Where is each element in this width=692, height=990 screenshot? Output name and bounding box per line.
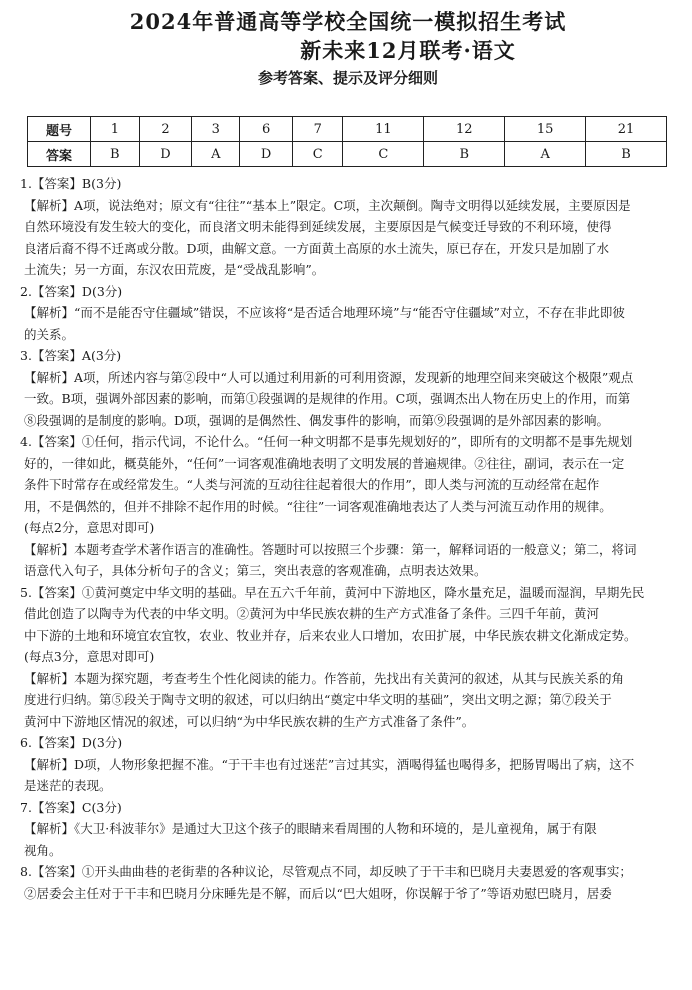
question-number: 15 [505,117,586,142]
answer-line: 5.【答案】①黄河奠定中华文明的基础。早在五六千年前，黄河中下游地区，降水量充足，温暖而湿润，早期先民 [20,584,645,600]
explanation-line: 土流失；另一方面，东汉农田荒废，是“受战乱影响”。 [24,262,325,277]
answer-cell: B [586,142,667,167]
answer-cell: A [192,142,240,167]
explanation-line: 【解析】D项，人物形象把握不准。“于干丰也有过迷茫”言过其实，酒喝得猛也喝得多，把肠胃喝出了病，这不 [24,756,635,772]
answer-cell: B [424,142,505,167]
answer-cell: A [505,142,586,167]
question-block [20,173,676,281]
row-label-number: 题号 [28,117,91,142]
explanation-line: 【解析】A项，所述内容与第②段中“人可以通过利用新的可利用资源，发现新的地理空间来突破这个极限”观点 [24,369,634,385]
question-block [20,861,676,904]
explanation-line: 自然环境没有发生较大的变化，而良渚文明未能得到延续发展，主要原因是气候变迁导致的不利环境，使得 [24,219,612,234]
answer-table [27,116,667,167]
explanation-line: 【解析】“而不是能否守住疆域”错误，不应该将“是否适合地理环境”与“能否守住疆域”对立，不存在非此即彼 [24,305,625,320]
explanation-line: 度进行归纳。第⑤段关于陶寺文明的叙述，可以归纳出“奠定中华文明的基础”，突出文明之源；第⑦段关于 [24,692,612,707]
answer-cell: D [139,142,192,167]
question-number: 7 [292,117,342,142]
question-number: 2 [139,117,192,142]
answer-cell: C [292,142,342,167]
explanation-line: 黄河中下游地区情况的叙述，可以归纳“为中华民族农耕的生产方式准备了条件”。 [24,713,475,729]
section-title: 参考答案、提示及评分细则 [257,69,438,87]
explanation-line: 的关系。 [24,326,75,342]
question-block [20,431,676,582]
answer-explanations [20,173,676,904]
question-block [20,345,676,431]
answer-table-answer-row [28,142,667,167]
explanation-line: (每点3分，意思对即可) [24,649,155,664]
question-number: 6 [240,117,293,142]
explanation-line: (每点2分，意思对即可) [24,520,155,535]
explanation-line: 好的，一律如此，概莫能外，“任何”一词客观准确地表明了文明发展的普遍规律。②往往，副词，表示在一定 [24,455,625,471]
answer-line: 6.【答案】D(3分) [20,735,123,750]
exam-subtitle: 新未来12月联考·语文 [300,38,516,63]
explanation-line: 语意代入句子，具体分析句子的含义；第三，突出表意的客观准确，点明表达效果。 [24,563,487,578]
question-block [20,797,676,862]
question-number: 3 [192,117,240,142]
explanation-line: 条件下时常存在或经常发生。“人类与河流的互动往往起着很大的作用”，即人类与河流的互动经常在起作 [24,477,600,492]
answer-cell: C [343,142,424,167]
explanation-line: 【解析】本题为探究题，考查考生个性化阅读的能力。作答前，先找出有关黄河的叙述，从其与民族关系的角 [24,670,625,686]
question-number: 12 [424,117,505,142]
answer-line: 4.【答案】①任何，指示代词，不论什么。“任何一种文明都不是事先规划好的”，即所有的文明都不是事先规划 [20,434,633,449]
answer-table-number-row [28,117,667,142]
answer-line: 1.【答案】B(3分) [20,176,122,191]
explanation-line: ⑧段强调的是制度的影响。D项，强调的是偶然性、偶发事件的影响，而第⑨段强调的是外部因素的影响。 [24,412,610,428]
answer-cell: D [240,142,293,167]
explanation-line: ②居委会主任对于干丰和巴晓月分床睡先是不解，而后以“巴大姐呀，你误解于爷了”等语劝慰巴晓月，居委 [24,885,612,901]
question-block [20,732,676,797]
question-number: 1 [91,117,140,142]
answer-line: 2.【答案】D(3分) [20,283,123,299]
row-label-answer: 答案 [28,142,91,167]
explanation-line: 良渚后裔不得不迁离或分散。D项，曲解文意。一方面黄土高原的水土流失，原已存在，开发只是加剧了水 [24,240,610,256]
question-number: 21 [586,117,667,142]
question-block [20,281,676,346]
explanation-line: 视角。 [24,842,62,858]
explanation-line: 【解析】A项，说法绝对；原文有“往往”“基本上”限定。C项，主次颠倒。陶寺文明得以延续发展，主要原因是 [24,197,631,213]
explanation-line: 是迷茫的表现。 [24,778,112,793]
explanation-line: 【解析】本题考查学术著作语言的准确性。答题时可以按照三个步骤：第一，解释词语的一般意义；第二，将词 [24,541,637,557]
answer-line: 8.【答案】①开头曲曲巷的老街辈的各种议论，尽管观点不同，却反映了于干丰和巴晓月夫妻恩爱的客观事实； [20,864,632,879]
explanation-line: 用，不是偶然的，但并不排除不起作用的时候。“往往”一词客观准确地表达了人类与河流互动作用的规律。 [24,498,612,514]
explanation-line: 一致。B项，强调外部因素的影响，而第①段强调的是规律的作用。C项，强调杰出人物在历史上的作用，而第 [24,391,631,406]
explanation-line: 中下游的土地和环境宜农宜牧，农业、牧业并存，后来农业人口增加，农田扩展，中华民族农耕文化渐成定势。 [24,627,637,643]
answer-line: 7.【答案】C(3分) [20,799,122,815]
explanation-line: 借此创造了以陶寺为代表的中华文明。②黄河为中华民族农耕的生产方式准备了条件。三四千年前，黄河 [24,606,600,621]
answer-line: 3.【答案】A(3分) [20,348,122,363]
question-block [20,582,676,733]
question-number: 11 [343,117,424,142]
exam-title: 2024年普通高等学校全国统一模拟招生考试 [129,9,567,34]
answer-cell: B [91,142,140,167]
explanation-line: 【解析】《大卫·科波菲尔》是通过大卫这个孩子的眼睛来看周围的人物和环境的，是儿童视角，属于有限 [24,821,597,836]
